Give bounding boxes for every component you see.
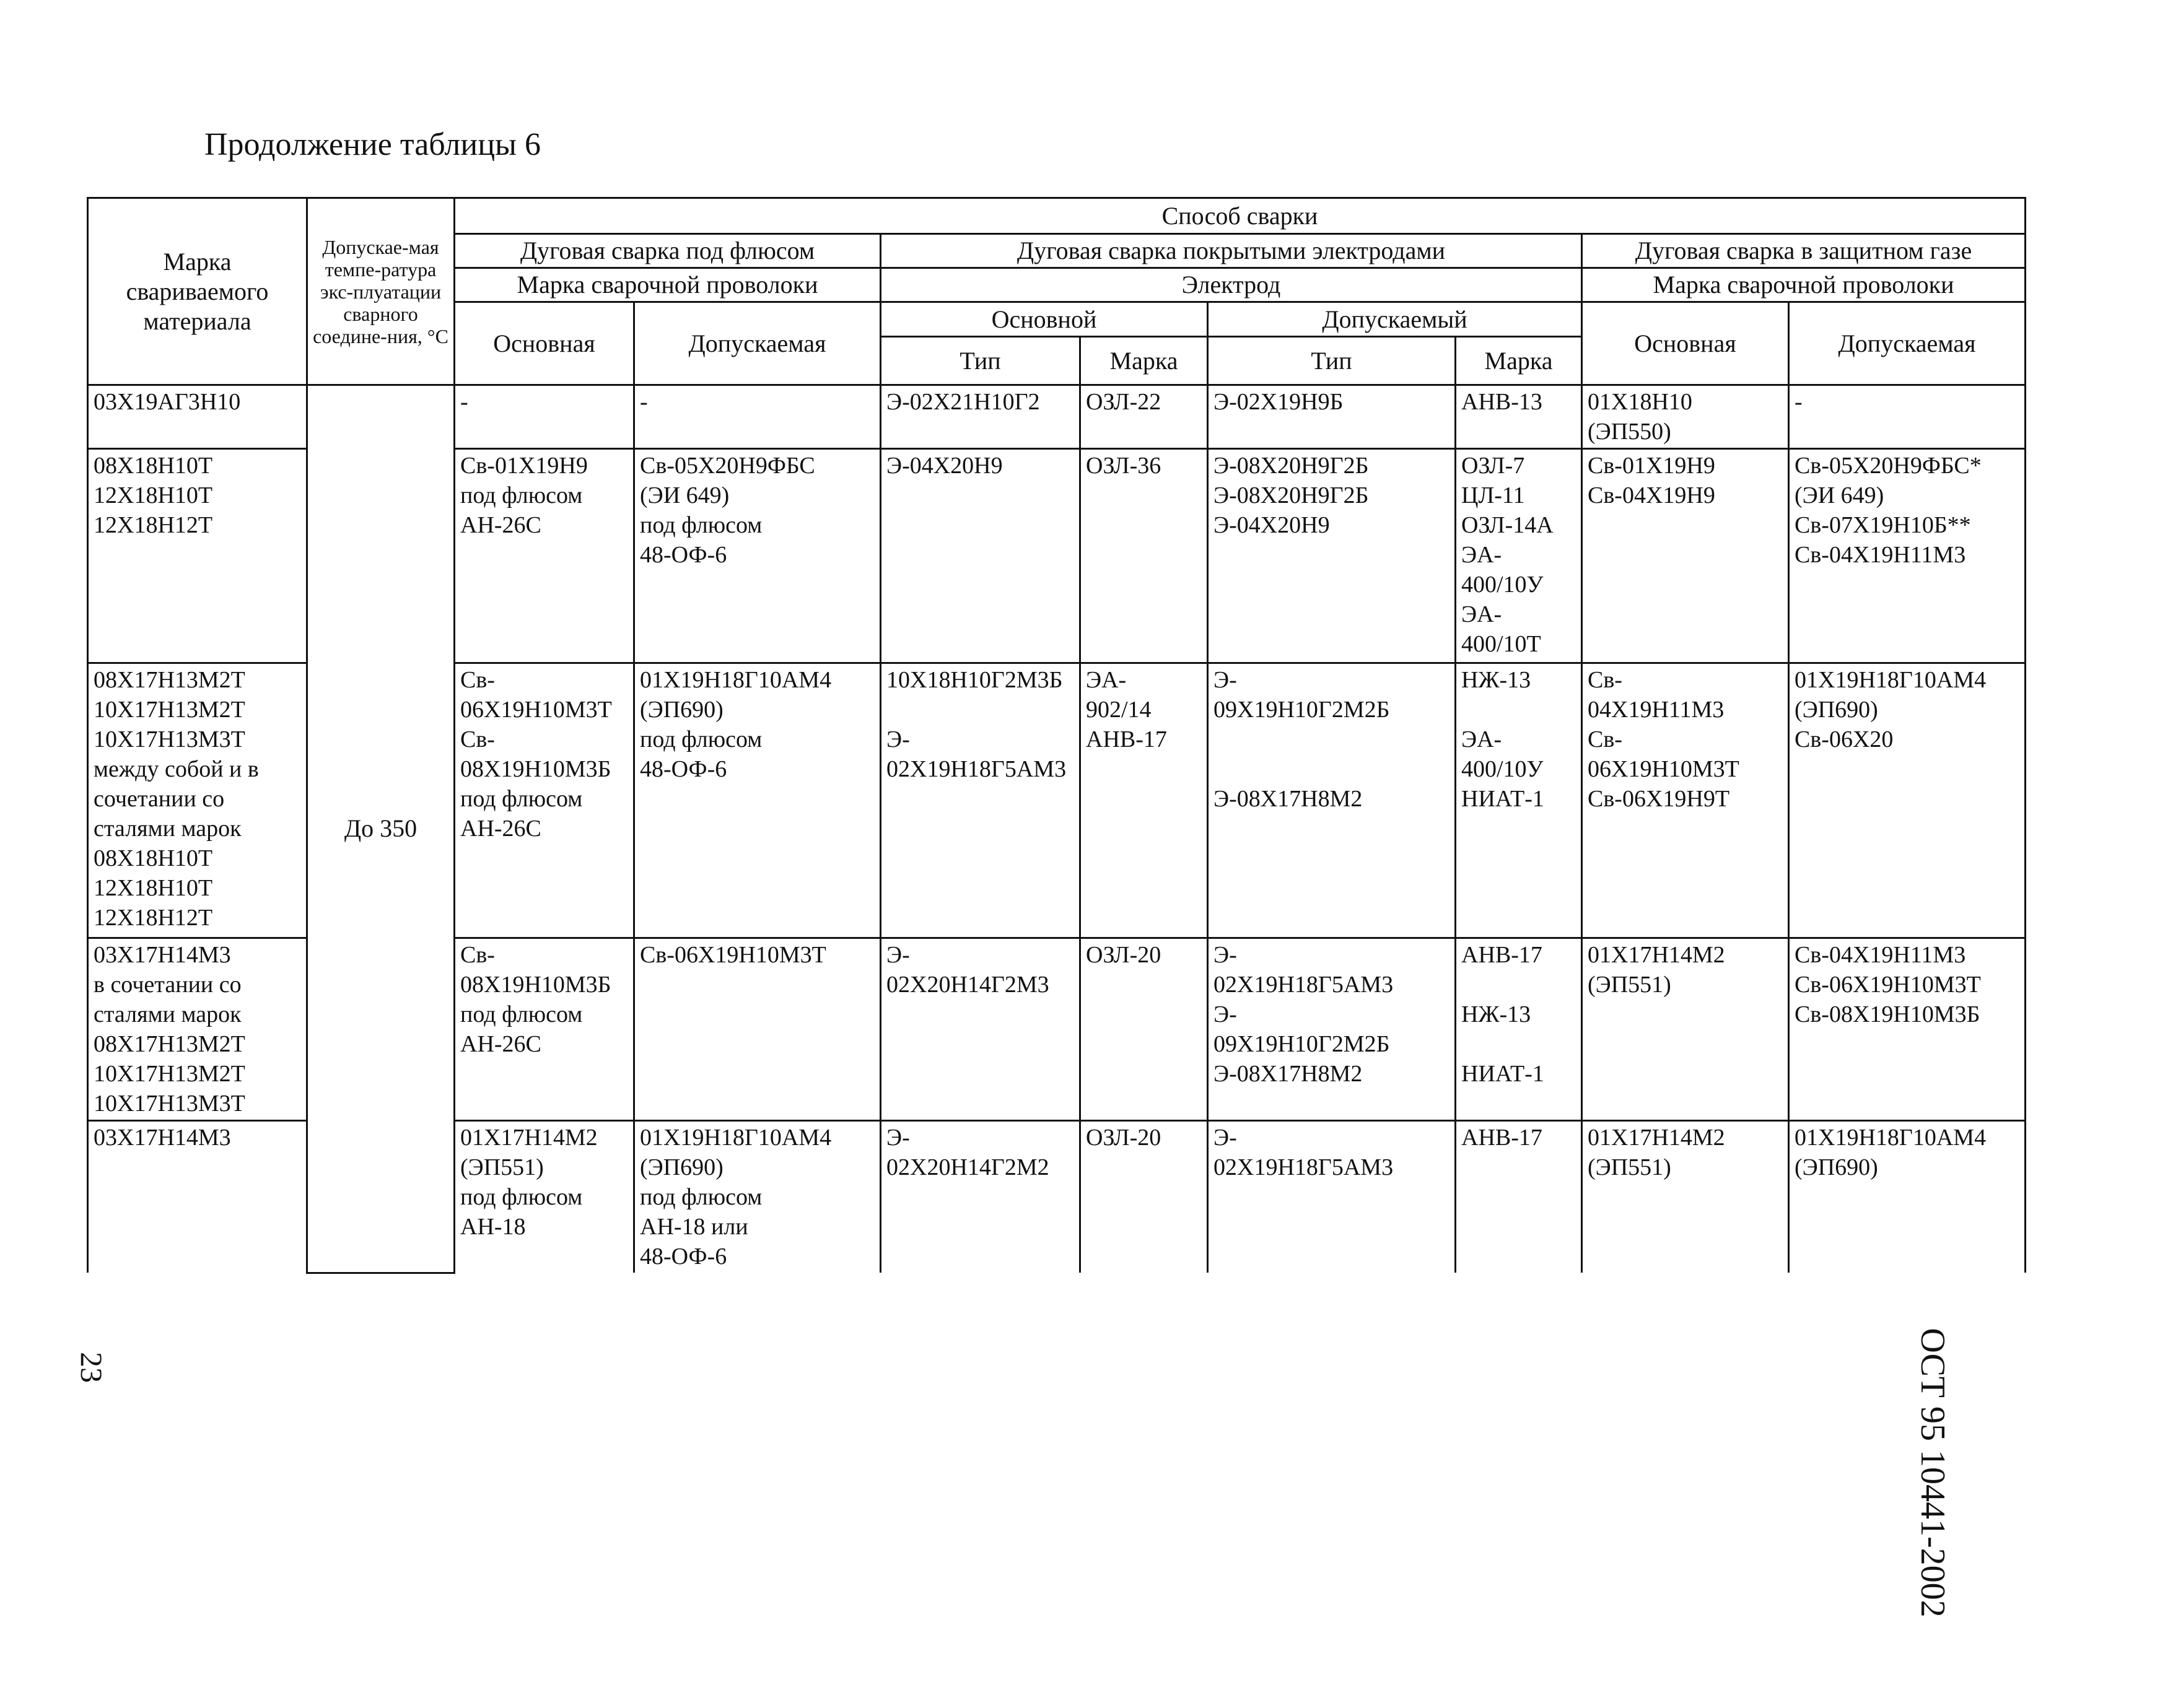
welding-table — [87, 197, 2026, 1274]
cell-flux-allowed: 01Х19Н18Г10АМ4 (ЭП690) под флюсом 48-ОФ-6 — [634, 663, 881, 938]
document-code: ОСТ 95 10441-2002 — [1913, 1328, 1952, 1618]
cell-material: 03Х19АГ3Н10 — [88, 385, 307, 449]
header-flux-main: Основная — [455, 302, 634, 385]
cell-gas-allowed: Св-05Х20Н9ФБС* (ЭИ 649) Св-07Х19Н10Б** Св-04Х19Н11М3 — [1789, 449, 2026, 663]
cell-flux-main: Св- 06Х19Н10М3Т Св- 08Х19Н10М3Б под флюсом АН-26С — [455, 663, 634, 938]
cell-electrode-type: 10Х18Н10Г2М3Б Э- 02Х19Н18Г5АМ3 — [881, 663, 1080, 938]
header-gas-main: Основная — [1582, 302, 1789, 385]
cell-flux-main: - — [455, 385, 634, 449]
cell-alt-type: Э-08Х20Н9Г2Б Э-08Х20Н9Г2Б Э-04Х20Н9 — [1208, 449, 1456, 663]
header-temperature: Допускае-мая темпе-ратура экс-плуатации сварного соедине-ния, °С — [307, 198, 455, 385]
cell-electrode-brand: ОЗЛ-36 — [1080, 449, 1208, 663]
cell-alt-type: Э-02Х19Н9Б — [1208, 385, 1456, 449]
header-wire-gas: Марка сварочной проволоки — [1582, 268, 2026, 302]
cell-alt-brand: АНВ-13 — [1456, 385, 1582, 449]
cell-electrode-brand: ОЗЛ-22 — [1080, 385, 1208, 449]
cell-gas-main: 01Х17Н14М2 (ЭП551) — [1582, 938, 1789, 1121]
cell-gas-main: 01Х18Н10 (ЭП550) — [1582, 385, 1789, 449]
cell-alt-brand: НЖ-13 ЭА- 400/10У НИАТ-1 — [1456, 663, 1582, 938]
cell-material: 03Х17Н14М3 в сочетании со сталями марок 08Х17Н13М2Т 10Х17Н13М2Т 10Х17Н13М3Т — [88, 938, 307, 1121]
cell-alt-brand: АНВ-17 НЖ-13 НИАТ-1 — [1456, 938, 1582, 1121]
cell-electrode-type: Э- 02Х20Н14Г2М2 — [881, 1121, 1080, 1273]
cell-flux-main: 01Х17Н14М2 (ЭП551) под флюсом АН-18 — [455, 1121, 634, 1273]
cell-gas-allowed: 01Х19Н18Г10АМ4 (ЭП690) Св-06Х20 — [1789, 663, 2026, 938]
cell-flux-main: Св- 08Х19Н10М3Б под флюсом АН-26С — [455, 938, 634, 1121]
header-electrode: Электрод — [881, 268, 1582, 302]
cell-alt-brand: ОЗЛ-7 ЦЛ-11 ОЗЛ-14А ЭА- 400/10У ЭА- 400/10Т — [1456, 449, 1582, 663]
cell-alt-type: Э- 02Х19Н18Г5АМ3 — [1208, 1121, 1456, 1273]
cell-alt-type: Э- 09Х19Н10Г2М2Б Э-08Х17Н8М2 — [1208, 663, 1456, 938]
cell-flux-allowed: Св-06Х19Н10М3Т — [634, 938, 881, 1121]
cell-material: 08Х18Н10Т 12Х18Н10Т 12Х18Н12Т — [88, 449, 307, 663]
header-material: Марка свариваемого материала — [88, 198, 307, 385]
cell-electrode-brand: ЭА- 902/14 АНВ-17 — [1080, 663, 1208, 938]
cell-electrode-brand: ОЗЛ-20 — [1080, 1121, 1208, 1273]
cell-flux-allowed: 01Х19Н18Г10АМ4 (ЭП690) под флюсом АН-18 или 48-ОФ-6 — [634, 1121, 881, 1273]
cell-alt-brand: АНВ-17 — [1456, 1121, 1582, 1273]
cell-gas-main: Св- 04Х19Н11М3 Св- 06Х19Н10М3Т Св-06Х19Н9Т — [1582, 663, 1789, 938]
cell-flux-allowed: Св-05Х20Н9ФБС (ЭИ 649) под флюсом 48-ОФ-6 — [634, 449, 881, 663]
cell-gas-main: 01Х17Н14М2 (ЭП551) — [1582, 1121, 1789, 1273]
header-gas-allowed: Допускаемая — [1789, 302, 2026, 385]
cell-electrode-type: Э- 02Х20Н14Г2М3 — [881, 938, 1080, 1121]
table-row — [88, 385, 2026, 449]
cell-electrode-type: Э-04Х20Н9 — [881, 449, 1080, 663]
header-flux-allowed: Допускаемая — [634, 302, 881, 385]
header-allowed-type: Тип — [1208, 337, 1456, 385]
cell-alt-type: Э- 02Х19Н18Г5АМ3 Э- 09Х19Н10Г2М2Б Э-08Х17Н8М2 — [1208, 938, 1456, 1121]
cell-gas-allowed: - — [1789, 385, 2026, 449]
table-continuation-title: Продолжение таблицы 6 — [204, 127, 541, 162]
header-wire-flux: Марка сварочной проволоки — [455, 268, 881, 302]
cell-electrode-brand: ОЗЛ-20 — [1080, 938, 1208, 1121]
header-arc-flux: Дуговая сварка под флюсом — [455, 234, 881, 268]
cell-flux-allowed: - — [634, 385, 881, 449]
cell-material: 08Х17Н13М2Т 10Х17Н13М2Т 10Х17Н13М3Т между собой и в сочетании со сталями марок 08Х18Н10Т 12Х18Н10Т 12Х18Н12Т — [88, 663, 307, 938]
cell-gas-allowed: 01Х19Н18Г10АМ4 (ЭП690) — [1789, 1121, 2026, 1273]
cell-material: 03Х17Н14М3 — [88, 1121, 307, 1273]
cell-flux-main: Св-01Х19Н9 под флюсом АН-26С — [455, 449, 634, 663]
cell-gas-allowed: Св-04Х19Н11М3 Св-06Х19Н10М3Т Св-08Х19Н10М3Б — [1789, 938, 2026, 1121]
page-number: 23 — [74, 1352, 109, 1383]
header-allowed-brand: Марка — [1456, 337, 1582, 385]
header-arc-gas: Дуговая сварка в защитном газе — [1582, 234, 2026, 268]
header-primary-type: Тип — [881, 337, 1080, 385]
header-electrode-primary: Основной — [881, 302, 1208, 337]
cell-temperature: До 350 — [307, 385, 455, 1273]
header-electrode-allowed: Допускаемый — [1208, 302, 1582, 337]
header-welding-method: Способ сварки — [455, 198, 2026, 234]
cell-electrode-type: Э-02Х21Н10Г2 — [881, 385, 1080, 449]
cell-gas-main: Св-01Х19Н9 Св-04Х19Н9 — [1582, 449, 1789, 663]
header-primary-brand: Марка — [1080, 337, 1208, 385]
header-arc-coated: Дуговая сварка покрытыми электродами — [881, 234, 1582, 268]
